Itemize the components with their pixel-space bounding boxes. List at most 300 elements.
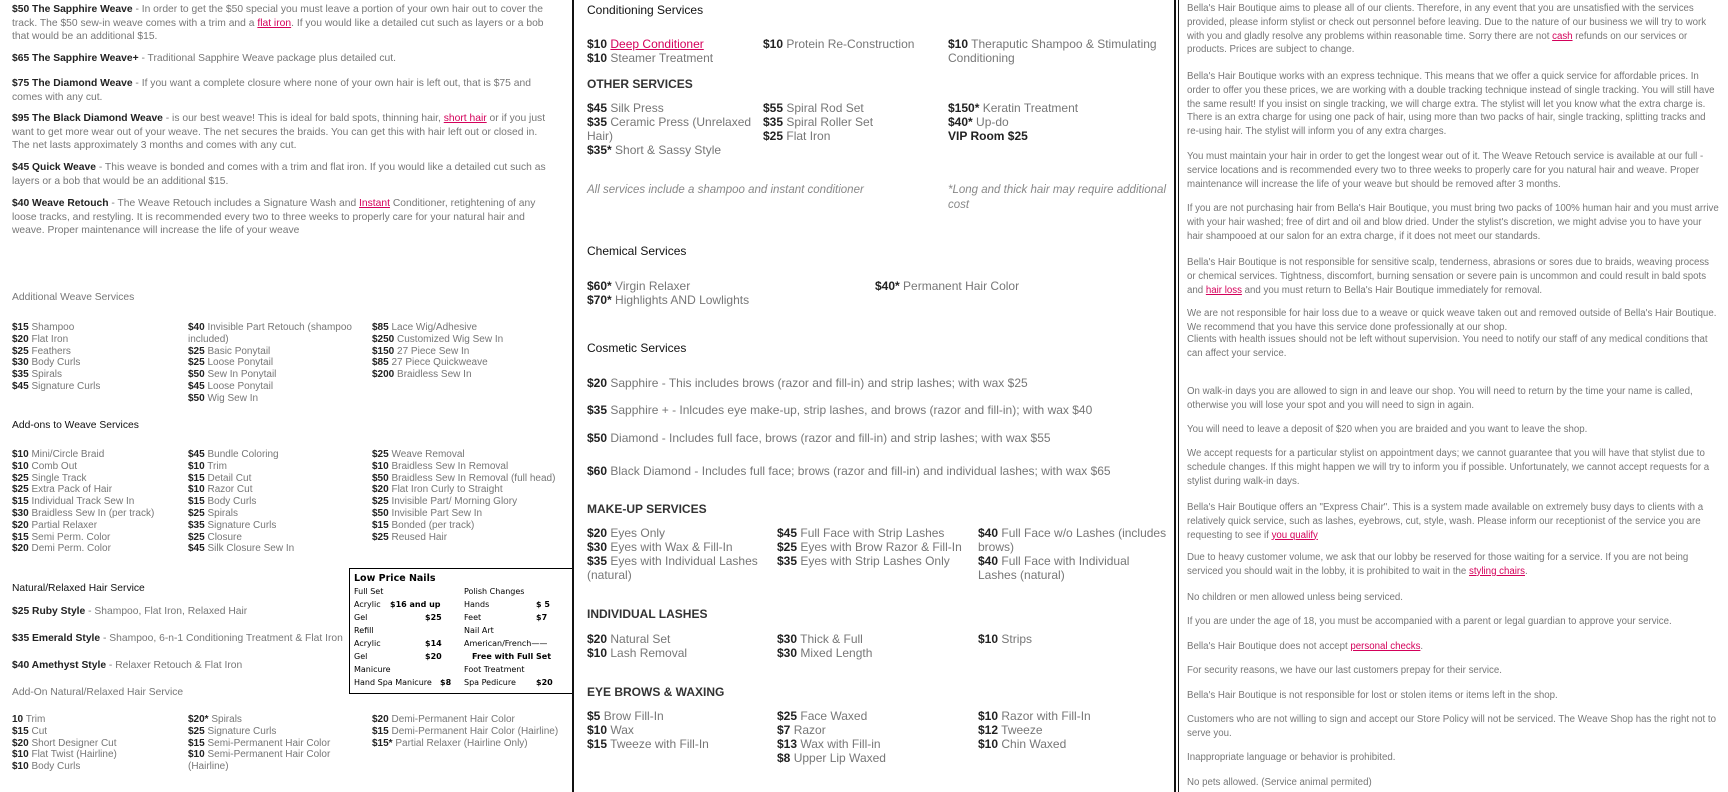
price-item-price: $85	[372, 322, 389, 333]
nails-item: American/French——	[464, 639, 548, 648]
nails-item: Full Set	[354, 587, 384, 596]
nails-price: $7	[536, 613, 548, 622]
grid-column	[12, 322, 182, 393]
price-item-price: $85	[372, 357, 389, 369]
price-item: $85 Lace Wig/Adhesive	[372, 322, 478, 333]
service-item-price: $15	[587, 737, 608, 752]
natural-style-name: $35 Emerald Style	[12, 633, 101, 644]
price-item-price: $15	[12, 322, 29, 333]
service-item: $25 Flat Iron	[763, 129, 831, 144]
lashes-title: INDIVIDUAL LASHES	[587, 607, 708, 621]
price-item: $10 Trim	[188, 460, 227, 472]
price-item-price: $25	[188, 507, 205, 519]
nails-price: $ 5	[536, 600, 550, 609]
price-item: $10 Comb Out	[12, 460, 78, 472]
service-item: $40* Permanent Hair Color	[875, 279, 1020, 293]
price-item-price: $40	[188, 322, 205, 333]
nails-title: Low Price Nails	[354, 573, 436, 584]
price-item-price: $45	[188, 449, 205, 460]
policy-link[interactable]: personal checks	[1350, 641, 1421, 652]
service-item: $45 Silk Press	[587, 101, 664, 115]
price-item-price: $15	[372, 519, 389, 531]
grid-column	[188, 449, 368, 555]
price-item: $10 Razor Cut	[188, 484, 253, 496]
cosmetic-item: $35 Sapphire + - Inlcudes eye make-up, strip lashes, and brows (razor and fill-in); with wax $40	[587, 403, 1093, 417]
other-services-title: OTHER SERVICES	[587, 77, 693, 91]
service-item-price: $150*	[948, 101, 980, 115]
price-item-price: $15	[12, 496, 29, 508]
price-item-price: $10	[188, 460, 205, 472]
service-column	[978, 632, 1168, 646]
policy-link[interactable]: styling chairs	[1469, 565, 1525, 577]
policy-paragraph: Bella's Hair Boutique aims to please all of our clients. Therefore, in any event that you are unsatisfied with the services provided, please inform stylist or check out personnel before leaving. Due to the nature of our business we will try to work with you and gladly resolve any problems within reasonable time. Sorry there are not cash refunds on our services or products. Prices are subject to change.	[1187, 3, 1707, 56]
service-item: $25 Face Waxed	[777, 709, 868, 723]
nails-item: Gel	[354, 652, 368, 661]
natural-style: $40 Amethyst Style - Relaxer Retouch & Flat Iron	[12, 660, 243, 671]
price-item: $25 Weave Removal	[372, 449, 465, 460]
service-item	[587, 37, 757, 51]
price-item: $25 Loose Ponytail	[188, 357, 274, 369]
weave-link[interactable]: short hair	[443, 113, 487, 124]
grid-column	[372, 449, 570, 543]
service-item-price: $10	[587, 723, 608, 738]
service-item-price: $7	[777, 723, 791, 738]
weave-link[interactable]: Instant	[359, 198, 390, 209]
service-item: $40 Full Face with Individual Lashes (natural)	[978, 554, 1130, 583]
service-item-price: $40	[978, 526, 999, 540]
price-item-price: $10	[12, 761, 29, 773]
price-item: 10 Trim	[12, 714, 46, 725]
price-item-price: $15	[188, 496, 205, 508]
price-item: $25 Basic Ponytail	[188, 345, 271, 357]
price-item-price: $25	[188, 345, 205, 357]
grid-column	[372, 714, 570, 749]
nails-item: Foot Treatment	[464, 665, 525, 674]
price-item: $150 27 Piece Sew In	[372, 345, 470, 357]
price-item-price: $10	[372, 460, 389, 472]
price-item-price: $35	[12, 369, 29, 381]
chemical-title: Chemical Services	[587, 244, 687, 258]
service-item-price: $10	[587, 646, 608, 661]
service-column	[777, 709, 972, 765]
policy-link[interactable]: you qualify	[1271, 529, 1318, 541]
weave-name: $50 The Sapphire Weave	[12, 4, 133, 15]
price-item: $20 Demi-Permanent Hair Color	[372, 714, 515, 725]
conditioning-title: Conditioning Services	[587, 3, 704, 17]
policy-paragraph: Bella's Hair Boutique is not responsible for lost or stolen items or items left in the shop.	[1187, 690, 1558, 701]
service-item: $10 Strips	[978, 632, 1033, 646]
service-item-price: $10	[978, 737, 999, 752]
price-item: $50 Wig Sew In	[188, 392, 259, 404]
service-item-price: $12	[978, 723, 999, 738]
nails-price: $20	[536, 678, 553, 687]
price-item-price: $15*	[372, 737, 393, 749]
service-item-price: $25	[777, 540, 798, 555]
price-item: $50 Sew In Ponytail	[188, 369, 277, 381]
price-item: $50 Invisible Part Sew In	[372, 507, 483, 519]
service-item-price: $45	[777, 526, 798, 540]
price-item: $10 Mini/Circle Braid	[12, 449, 105, 460]
service-item	[948, 129, 1168, 143]
price-item-price: $20	[12, 543, 29, 555]
policy-paragraph: Bella's Hair Boutique works with an express technique. This means that we offer a quick service for affordable prices. In order to offer you these prices, we are working with a double tracking technique instead of single tracking. You will still have the same result! If you insist on single tracking, we will charge extra. The stylist will let you know what the extra charge is. There is an extra charge for using one pack of hair, using more than two packs of hair, single tracking, splitting tracks and re-using hair. The stylist will inform you of any extra charges.	[1187, 71, 1715, 138]
nails-price: $20	[425, 652, 442, 661]
price-item: $45 Loose Ponytail	[188, 380, 274, 392]
service-item-price: $10	[587, 51, 608, 66]
policy-paragraph: If you are not purchasing hair from Bella's Hair Boutique, you must bring two packs of 100% human hair and you must arrive with your hair washed; free of dirt and oil and blow dried. Under the stylist's discretion, we might advise you to have your hair shampooed at our salon for an extra charge, if it does not meet our standards.	[1187, 203, 1719, 242]
service-item: $20 Eyes Only	[587, 526, 666, 540]
price-item-price: $45	[12, 380, 29, 392]
price-item: $15 Semi Perm. Color	[12, 531, 111, 543]
price-item-price: $25	[188, 725, 205, 737]
cosmetic-price: $50	[587, 431, 608, 445]
policy-paragraph: No pets allowed. (Service animal permited)	[1187, 777, 1372, 788]
nails-price-box	[349, 568, 574, 694]
service-item-price: $10	[948, 37, 969, 51]
cosmetic-price: $35	[587, 403, 608, 417]
price-item-price: $50	[188, 392, 205, 404]
service-item: $10 Protein Re-Construction	[763, 37, 915, 51]
page-store-policy	[1178, 0, 1728, 792]
price-item-price: $45	[188, 380, 205, 392]
weave-name: $95 The Black Diamond Weave	[12, 113, 163, 124]
service-item-price: $40*	[875, 279, 900, 293]
service-item-price: $10	[763, 37, 784, 51]
service-item-price: $60*	[587, 279, 612, 293]
price-item: $25 Invisible Part/ Morning Glory	[372, 496, 518, 508]
service-item-price: $30	[587, 540, 608, 555]
price-item: $20 Flat Iron	[12, 333, 69, 345]
price-item-price: $200	[372, 369, 395, 381]
policy-paragraph: On walk-in days you are allowed to sign in and leave our shop. You will need to return by the time your name is called, otherwise you will lose your spot and you will need to sign in again.	[1187, 386, 1693, 411]
grid-column	[188, 322, 368, 405]
natural-style: $25 Ruby Style - Shampoo, Flat Iron, Relaxed Hair	[12, 606, 248, 617]
price-item-price: $20	[372, 714, 389, 725]
price-item-price: $20*	[188, 714, 209, 725]
price-item: $15* Partial Relaxer (Hairline Only)	[372, 737, 528, 749]
weave-item: $45 Quick Weave - This weave is bonded and comes with a trim and flat iron. If you would like a detailed cut such as layers or a bob that would be an additional $15.	[12, 162, 546, 187]
price-item: $25 Signature Curls	[188, 725, 277, 737]
price-item-price: $25	[12, 345, 29, 357]
price-item: $10 Braidless Sew In Removal	[372, 460, 509, 472]
price-item-price: $15	[12, 725, 29, 737]
policy-paragraph: For security reasons, we have our last customers prepay for their service.	[1187, 665, 1502, 676]
policy-link[interactable]: hair loss	[1205, 284, 1242, 296]
price-item-price: $10	[12, 749, 29, 761]
service-item-price: $20	[587, 632, 608, 646]
nails-item: Gel	[354, 613, 368, 622]
natural-title: Natural/Relaxed Hair Service	[12, 583, 145, 594]
service-item: $25 Eyes with Brow Razor & Fill-In	[777, 540, 962, 555]
price-item: $15 Demi-Permanent Hair Color (Hairline)	[372, 725, 559, 737]
page-services	[576, 0, 1176, 792]
price-item-price: $250	[372, 333, 395, 345]
price-item-price: $10	[12, 460, 29, 472]
price-item: $15 Shampoo	[12, 322, 75, 333]
service-item-price: $10	[978, 709, 999, 723]
service-item-price: VIP Room $25	[948, 129, 1028, 144]
price-item: $35 Signature Curls	[188, 519, 277, 531]
natural-style-name: $40 Amethyst Style	[12, 660, 107, 671]
price-item-price: 10	[12, 714, 24, 725]
service-item-price: $20	[587, 526, 608, 540]
service-column	[875, 279, 1155, 293]
policy-link[interactable]: cash	[1552, 30, 1573, 42]
service-column	[948, 37, 1168, 65]
service-column	[587, 279, 867, 307]
price-item: $15 Cut	[12, 725, 48, 737]
nails-price: $14	[425, 639, 442, 648]
price-item-price: $50	[372, 507, 389, 519]
service-column	[763, 101, 943, 143]
natural-style: $35 Emerald Style - Shampoo, 6-n-1 Conditioning Treatment & Flat Iron	[12, 633, 343, 644]
weave-item: $50 The Sapphire Weave - In order to get the $50 special you must leave a portion of your own hair out to cover the track. The $50 sew-in weave comes with a trim and a flat iron. If you would like a detailed cut such as layers or a bob that would be an additional $15.	[12, 4, 544, 43]
price-item-price: $50	[372, 472, 389, 484]
nails-item: Refill	[354, 626, 374, 635]
service-item: $150* Keratin Treatment	[948, 101, 1079, 115]
price-item: $85 27 Piece Quickweave	[372, 357, 488, 369]
price-item: $15 Individual Track Sew In	[12, 496, 135, 508]
service-column	[587, 37, 757, 65]
price-item-price: $25	[372, 531, 389, 543]
price-item: $15 Bonded (per track)	[372, 519, 475, 531]
service-item: $35 Eyes with Individual Lashes (natural)	[587, 554, 758, 583]
service-item-price: $40	[978, 554, 999, 569]
service-item: $60* Virgin Relaxer	[587, 279, 691, 293]
services-note: All services include a shampoo and instant conditioner	[587, 184, 864, 196]
nails-item: Nail Art	[464, 626, 494, 635]
grid-column	[188, 714, 368, 773]
policy-paragraph: If you are under the age of 18, you must be accompanied with a parent or legal guardian to approve your service.	[1187, 616, 1672, 627]
service-item: $30 Eyes with Wax & Fill-In	[587, 540, 733, 555]
price-item: $25 Extra Pack of Hair	[12, 484, 113, 496]
price-item-price: $25	[372, 449, 389, 460]
price-item-price: $15	[12, 531, 29, 543]
price-item-price: $45	[188, 543, 205, 555]
natural-addon-title: Add-On Natural/Relaxed Hair Service	[12, 687, 184, 698]
weave-item: $65 The Sapphire Weave+ - Traditional Sapphire Weave package plus detailed cut.	[12, 53, 396, 64]
policy-paragraph: Bella's Hair Boutique offers an "Express Chair". This is a system made available on extremely busy days to clients with a relatively quick service, such as lashes, eyebrows, cut, style, wash. Please inform our receptionist of the service you are requesting to see if you qualify	[1187, 502, 1704, 541]
cosmetic-title: Cosmetic Services	[587, 341, 687, 355]
grid-column	[12, 714, 184, 773]
price-item: $30 Body Curls	[12, 357, 81, 369]
price-item: $50 Braidless Sew In Removal (full head)	[372, 472, 556, 484]
service-item: $35* Short & Sassy Style	[587, 143, 722, 158]
price-item-price: $15	[188, 472, 205, 484]
nails-item: Hands	[464, 600, 490, 609]
grid-column	[12, 449, 184, 555]
service-item: $30 Mixed Length	[777, 646, 873, 661]
price-item: $10 Body Curls	[12, 761, 81, 773]
price-item: $45 Bundle Coloring	[188, 449, 279, 460]
service-item: $70* Highlights AND Lowlights	[587, 293, 750, 308]
service-column	[587, 101, 757, 157]
price-item-price: $25	[372, 496, 389, 508]
price-item: $30 Braidless Sew In (per track)	[12, 507, 155, 519]
nails-price: Free with Full Set	[472, 652, 552, 661]
service-column	[777, 526, 972, 568]
service-item: $35 Spiral Roller Set	[763, 115, 874, 130]
long-hair-note: *Long and thick hair may require additional cost	[948, 184, 1166, 212]
price-item: $40 Invisible Part Retouch (shampoo included)	[188, 322, 352, 345]
service-item-price: $10	[978, 632, 999, 646]
cosmetic-price: $60	[587, 464, 608, 478]
service-item: $7 Razor	[777, 723, 826, 738]
service-item: $10 Lash Removal	[587, 646, 688, 661]
brows-title: EYE BROWS & WAXING	[587, 685, 725, 699]
service-item: $40* Up-do	[948, 115, 1009, 130]
service-column	[948, 101, 1168, 143]
service-item: $30 Thick & Full	[777, 632, 863, 646]
service-column	[978, 526, 1168, 582]
service-item: $35 Ceramic Press (Unrelaxed Hair)	[587, 115, 752, 144]
page-weave-services	[0, 0, 574, 792]
service-item-price: $35	[587, 115, 608, 130]
weave-item: $75 The Diamond Weave - If you want a complete closure where none of your own hair is left out, that is $75 and comes with any cut.	[12, 78, 531, 103]
grid-column	[372, 322, 572, 381]
service-item-price: $40*	[948, 115, 973, 130]
policy-paragraph: Due to heavy customer volume, we ask that our lobby be reserved for those waiting for a service. If you are not being serviced you should wait in the lobby, it is prohibited to wait in the styling chairs.	[1187, 552, 1689, 577]
price-item-price: $25	[12, 484, 29, 496]
service-item: $10 Steamer Treatment	[587, 51, 714, 66]
makeup-title: MAKE-UP SERVICES	[587, 502, 707, 516]
cosmetic-item: $50 Diamond - Includes full face, brows (razor and fill-in) and strip lashes; with wax $55	[587, 431, 1051, 445]
service-item: $15 Tweeze with Fill-In	[587, 737, 709, 752]
service-item-price: $35	[587, 554, 608, 569]
natural-style-name: $25 Ruby Style	[12, 606, 86, 617]
service-item-price: $35	[763, 115, 784, 130]
weave-name: $45 Quick Weave	[12, 162, 96, 173]
policy-paragraph: No children or men allowed unless being serviced.	[1187, 592, 1403, 603]
price-item-price: $15	[372, 725, 389, 737]
service-item: $8 Upper Lip Waxed	[777, 751, 886, 766]
nails-item: Feet	[464, 613, 482, 622]
nails-item: Spa Pedicure	[464, 678, 516, 687]
price-item-price: $25	[12, 472, 29, 484]
cosmetic-item: $60 Black Diamond - Includes full face; brows (razor and fill-in) and individual lashes; with wax $65	[587, 464, 1111, 478]
service-item-price: $45	[587, 101, 608, 115]
policy-paragraph: Inappropriate language or behavior is prohibited.	[1187, 752, 1396, 763]
price-item: $10 Flat Twist (Hairline)	[12, 749, 117, 761]
price-item: $20 Short Designer Cut	[12, 737, 117, 749]
price-item: $20 Partial Relaxer	[12, 519, 98, 531]
weave-name: $75 The Diamond Weave	[12, 78, 133, 89]
service-column	[777, 632, 972, 660]
service-item-price: $25	[763, 129, 784, 144]
price-item: $15 Semi-Permanent Hair Color	[188, 737, 331, 749]
weave-name: $40 Weave Retouch	[12, 198, 109, 209]
nails-price: $16 and up	[390, 600, 441, 609]
service-item: $10 Wax	[587, 723, 634, 738]
price-item-price: $20	[12, 737, 29, 749]
price-item-price: $30	[12, 357, 29, 369]
cosmetic-item: $20 Sapphire - This includes brows (razor and fill-in) and strip lashes; with wax $25	[587, 376, 1028, 390]
cosmetic-price: $20	[587, 376, 608, 390]
nails-item: Manicure	[354, 665, 391, 674]
addons-title: Add-ons to Weave Services	[12, 420, 139, 431]
service-item-price: $30	[777, 646, 798, 661]
policy-paragraph: Bella's Hair Boutique does not accept personal checks.	[1187, 641, 1424, 652]
price-item-price: $35	[188, 519, 205, 531]
price-item: $250 Customized Wig Sew In	[372, 333, 504, 345]
price-item: $25 Feathers	[12, 345, 71, 357]
price-item: $25 Reused Hair	[372, 531, 448, 543]
policy-paragraph: We are not responsible for hair loss due to a weave or quick weave taken out and removed outside of Bella's Hair Boutique. We recommend that you have this service done professionally at our shop.	[1187, 308, 1717, 333]
service-item-link[interactable]: Deep Conditioner	[610, 37, 704, 51]
service-item-price: $35*	[587, 143, 612, 158]
price-item: $25 Spirals	[188, 507, 239, 519]
policy-paragraph: Clients with health issues should not be left without supervision. You need to notify our staff of any medical conditions that can affect your service.	[1187, 334, 1708, 359]
weave-item: $40 Weave Retouch - The Weave Retouch includes a Signature Wash and Instant Conditioner, retightening of any loose tracks, and restyling. It is recommended every two to three weeks to properly care for your natural hair and weave. Proper maintenance will increase the life of your weave	[12, 198, 536, 237]
policy-paragraph: You must maintain your hair in order to get the longest wear out of it. The Weave Retouch service is available at our full - service locations and is recommended every two to three weeks to properly care for you natural hair and weave. Proper maintenance will increase the life of your weave but should be removed after 3 months.	[1187, 151, 1704, 190]
price-item-price: $20	[372, 484, 389, 496]
nails-item: Hand Spa Manicure	[354, 678, 432, 687]
price-item: $15 Detail Cut	[188, 472, 252, 484]
service-item: $12 Tweeze	[978, 723, 1043, 738]
service-item-price: $70*	[587, 293, 612, 308]
service-item: $5 Brow Fill-In	[587, 709, 664, 723]
price-item: $15 Body Curls	[188, 496, 257, 508]
service-item: $55 Spiral Rod Set	[763, 101, 864, 115]
price-item: $45 Silk Closure Sew In	[188, 543, 295, 555]
service-item-price: $5	[587, 709, 601, 723]
nails-item: Polish Changes	[464, 587, 525, 596]
service-item: $10 Chin Waxed	[978, 737, 1067, 752]
service-item: $10 Theraputic Shampoo & Stimulating Conditioning	[948, 37, 1157, 66]
price-item-price: $20	[12, 333, 29, 345]
service-column	[587, 709, 772, 751]
price-item: $20 Flat Iron Curly to Straight	[372, 484, 503, 496]
nails-item: Acrylic	[354, 600, 381, 609]
price-item: $20* Spirals	[188, 714, 242, 725]
service-item-price: $55	[763, 101, 784, 115]
service-item-price: $30	[777, 632, 798, 646]
price-item: $200 Braidless Sew In	[372, 369, 472, 381]
policy-paragraph: We accept requests for a particular stylist on appointment days; we cannot guarantee that you will have that stylist due to schedule changes. If this might happen we will try to inform you if possible. Unfortunately, we cannot accept requests for a stylist during walk-in days.	[1187, 448, 1710, 487]
service-item-price: $13	[777, 737, 798, 752]
price-item-price: $150	[372, 345, 395, 357]
weave-item: $95 The Black Diamond Weave - is our best weave! This is ideal for bald spots, thinning hair, short hair or if you just want to get more wear out of your weave. The net secures the braids. You can get this with hair left out or closed in. The net lasts approximately 3 months and comes with any cut.	[12, 113, 546, 152]
price-item-price: $10	[12, 449, 29, 460]
price-item-price: $10	[188, 749, 205, 761]
price-item-price: $25	[188, 357, 205, 369]
service-item-price: $8	[777, 751, 791, 766]
policy-paragraph: Bella's Hair Boutique is not responsible for sensitive scalp, tenderness, abrasions or sores due to braids, weaving process or chemical services. Tightness, discomfort, burning sensation or severe pain is uncommon and could result in bald spots and hair loss and you must return to Bella's Hair Boutique immediately for removal.	[1187, 257, 1710, 296]
service-column	[978, 709, 1168, 751]
service-column	[587, 632, 772, 660]
service-item: $35 Eyes with Strip Lashes Only	[777, 554, 950, 569]
price-item-price: $20	[12, 519, 29, 531]
service-item-price: $35	[777, 554, 798, 569]
price-item: $25 Closure	[188, 531, 242, 543]
price-item: $10 Semi-Permanent Hair Color (Hairline)	[188, 749, 331, 773]
service-column	[587, 526, 772, 582]
nails-price: $8	[440, 678, 452, 687]
service-item: $13 Wax with Fill-in	[777, 737, 881, 752]
price-item-price: $30	[12, 507, 29, 519]
price-item-price: $15	[188, 737, 205, 749]
service-item: $40 Full Face w/o Lashes (includes brows)	[978, 526, 1167, 555]
price-item-price: $25	[188, 531, 205, 543]
price-item: $45 Signature Curls	[12, 380, 101, 392]
weave-link[interactable]: flat iron	[257, 17, 292, 29]
service-item-price: $25	[777, 709, 798, 723]
price-item: $35 Spirals	[12, 369, 63, 381]
additional-weave-title: Additional Weave Services	[12, 292, 135, 303]
policy-paragraph: You will need to leave a deposit of $20 when you are braided and you want to leave the shop.	[1187, 424, 1588, 435]
nails-price: $25	[425, 613, 442, 622]
service-column	[763, 37, 943, 51]
